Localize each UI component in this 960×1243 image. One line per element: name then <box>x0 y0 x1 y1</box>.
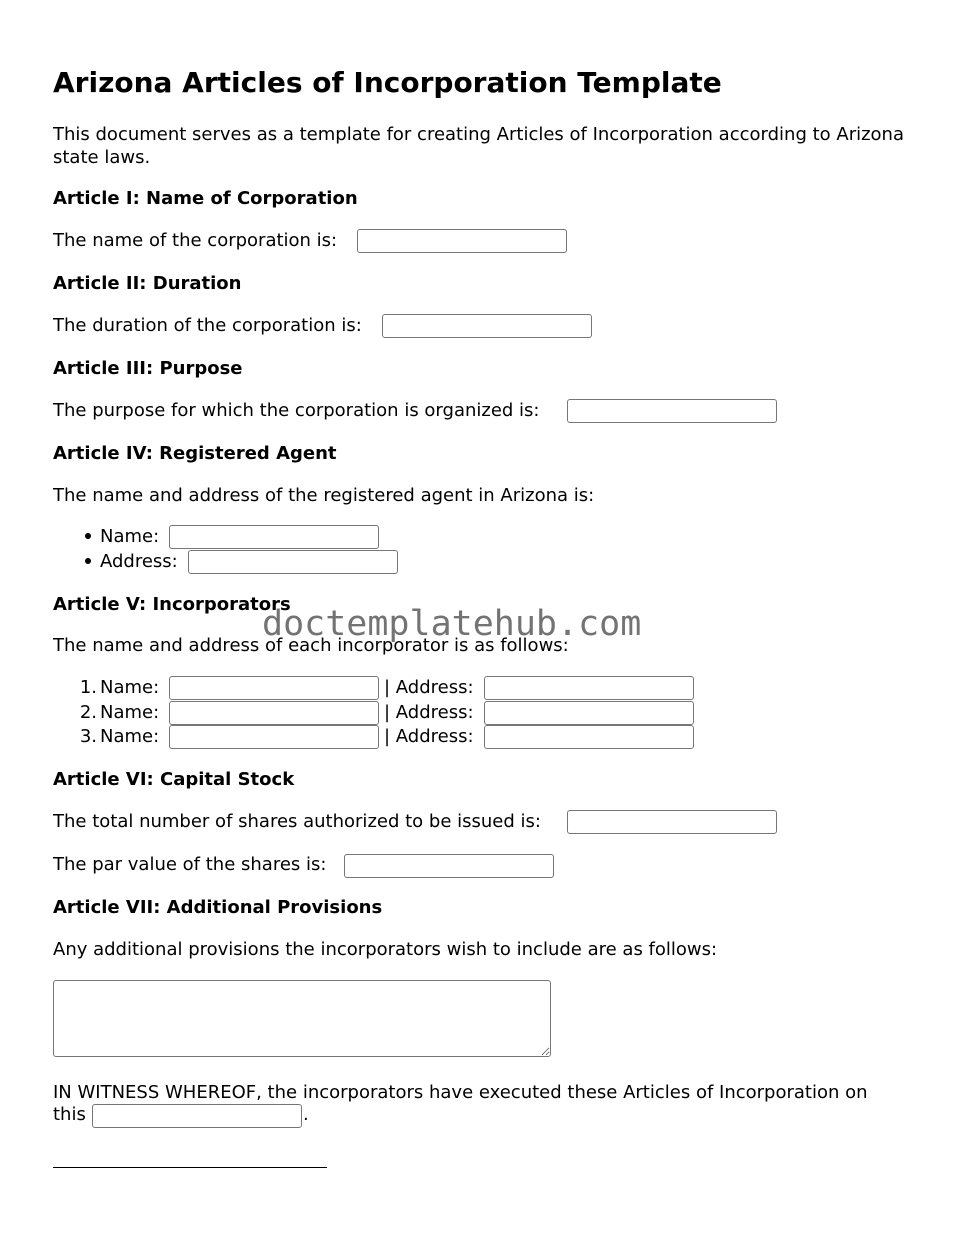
incorporator-3-name-input[interactable] <box>169 725 379 749</box>
incorporator-1-address-input[interactable] <box>484 676 694 700</box>
additional-provisions-textarea[interactable] <box>53 980 551 1057</box>
article-7-heading: Article VII: Additional Provisions <box>53 897 383 918</box>
list-number: 1. <box>79 677 97 698</box>
incorporator-2-name-input[interactable] <box>169 701 379 725</box>
corporation-name-input[interactable] <box>357 229 567 253</box>
duration-input[interactable] <box>382 314 592 338</box>
agent-address-input[interactable] <box>188 550 398 574</box>
incorporator-1-name-label: Name: <box>100 677 160 698</box>
article-3-heading: Article III: Purpose <box>53 358 243 379</box>
agent-address-label: Address: <box>100 551 178 572</box>
signature-line <box>53 1167 327 1168</box>
duration-label: The duration of the corporation is: <box>53 315 362 336</box>
bullet <box>85 533 91 539</box>
list-number: 2. <box>79 702 97 723</box>
witness-this: this <box>53 1104 86 1125</box>
par-value-label: The par value of the shares is: <box>53 854 327 875</box>
article-4-heading: Article IV: Registered Agent <box>53 443 337 464</box>
incorporator-3-address-input[interactable] <box>484 725 694 749</box>
list-number: 3. <box>79 726 97 747</box>
incorporator-2-address-label: | Address: <box>384 702 474 723</box>
incorporator-3-address-label: | Address: <box>384 726 474 747</box>
bullet <box>85 558 91 564</box>
shares-label: The total number of shares authorized to be issued is: <box>53 811 541 832</box>
shares-input[interactable] <box>567 810 777 834</box>
article-2-heading: Article II: Duration <box>53 273 242 294</box>
incorporator-2-name-label: Name: <box>100 702 160 723</box>
purpose-label: The purpose for which the corporation is organized is: <box>53 400 540 421</box>
incorporator-1-address-label: | Address: <box>384 677 474 698</box>
registered-agent-label: The name and address of the registered agent in Arizona is: <box>53 485 595 506</box>
execution-date-input[interactable] <box>92 1104 302 1128</box>
article-6-heading: Article VI: Capital Stock <box>53 769 295 790</box>
corporation-name-label: The name of the corporation is: <box>53 230 338 251</box>
incorporator-3-name-label: Name: <box>100 726 160 747</box>
incorporators-label: The name and address of each incorporator is as follows: <box>53 635 569 656</box>
watermark: doctemplatehub.com <box>262 604 642 644</box>
intro-text: This document serves as a template for creating Articles of Incorporation according to Arizona state laws. <box>53 124 904 168</box>
article-1-heading: Article I: Name of Corporation <box>53 188 358 209</box>
incorporator-2-address-input[interactable] <box>484 701 694 725</box>
par-value-input[interactable] <box>344 854 554 878</box>
page-title: Arizona Articles of Incorporation Template <box>53 66 722 99</box>
witness-period: . <box>303 1104 309 1125</box>
agent-name-input[interactable] <box>169 525 379 549</box>
article-5-heading: Article V: Incorporators <box>53 594 291 615</box>
witness-text: IN WITNESS WHEREOF, the incorporators have executed these Articles of Incorporation on <box>53 1082 868 1103</box>
additional-provisions-label: Any additional provisions the incorporators wish to include are as follows: <box>53 939 718 960</box>
agent-name-label: Name: <box>100 526 160 547</box>
incorporator-1-name-input[interactable] <box>169 676 379 700</box>
purpose-input[interactable] <box>567 399 777 423</box>
